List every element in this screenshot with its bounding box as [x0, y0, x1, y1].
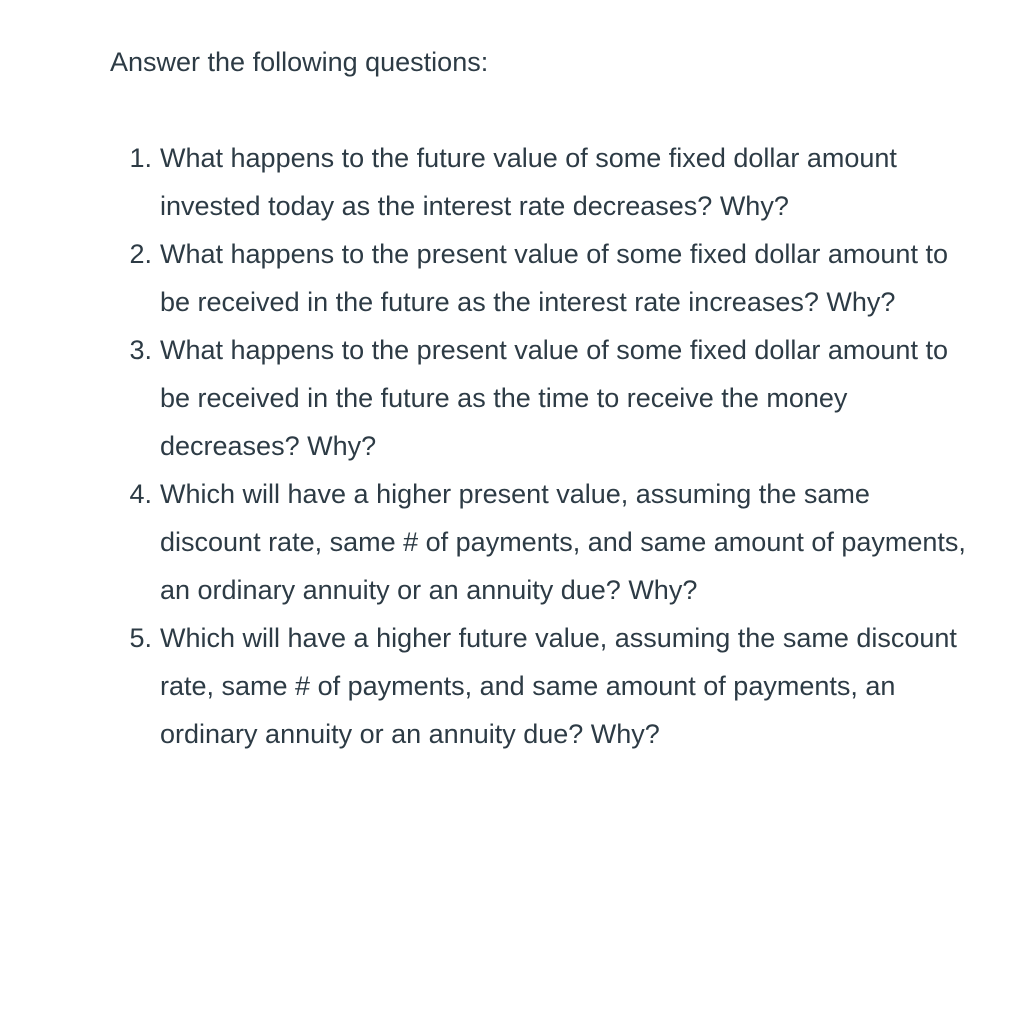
- question-list: [110, 134, 970, 758]
- question-number: 4.: [129, 479, 152, 509]
- document-page: [110, 38, 970, 749]
- question-text: What happens to the present value of some fixed dollar amount to be received in the future as the time to receive the money decreases? Why?: [160, 335, 948, 461]
- question-text: Which will have a higher present value, assuming the same discount rate, same # of payments, and same amount of payments, an ordinary annuity or an annuity due? Why?: [160, 479, 966, 605]
- question-number: 3.: [129, 335, 152, 365]
- page-heading: Answer the following questions:: [110, 47, 489, 77]
- question-number: 2.: [129, 239, 152, 269]
- question-text: What happens to the present value of some fixed dollar amount to be received in the future as the interest rate increases? Why?: [160, 239, 948, 317]
- question-item-5: [110, 614, 970, 758]
- question-text: What happens to the future value of some fixed dollar amount invested today as the interest rate decreases? Why?: [160, 143, 897, 221]
- question-text: Which will have a higher future value, assuming the same discount rate, same # of payments, and same amount of payments, an ordinary annuity or an annuity due? Why?: [160, 623, 957, 749]
- question-item-1: [110, 134, 970, 230]
- question-item-2: [110, 230, 970, 326]
- question-number: 1.: [129, 143, 152, 173]
- question-item-3: [110, 326, 970, 470]
- question-number: 5.: [129, 623, 152, 653]
- question-item-4: [110, 470, 970, 614]
